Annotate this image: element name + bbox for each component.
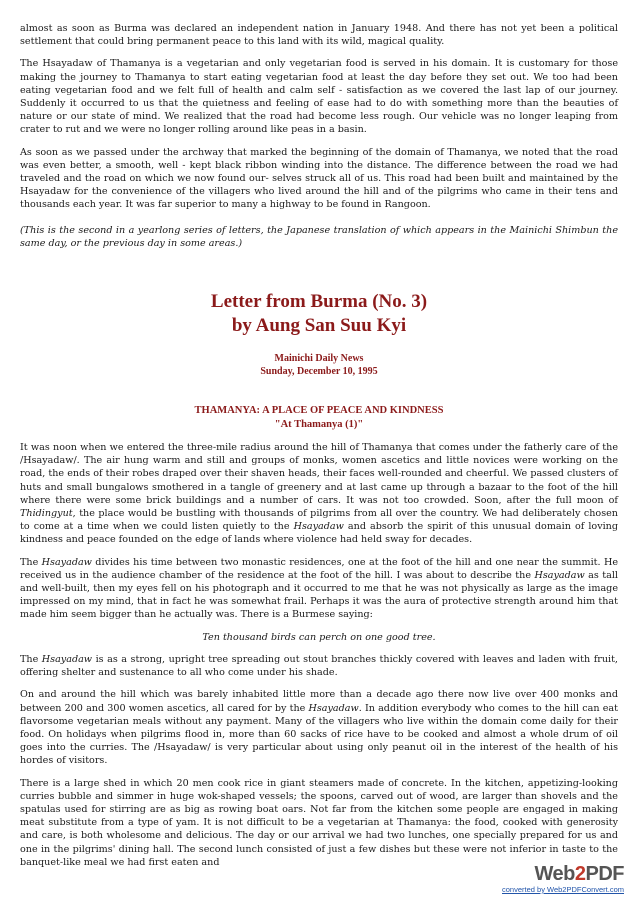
body-paragraph-1: It was noon when we entered the three-mile radius around the hill of Thamanya that comes under the fatherly care of the /Hsayadaw/. The air hung warm and still and groups of monks, women ascetics and little novices were working on the road, the ends of their robes draped over their shaven heads, their faces well-rounded and cheerful. We passed clusters of huts and small bungalows smothered in a tangle of greenery and at last came up through a bazaar to the foot of the hill where there were some brick buildings and a number of cars. It was not too crowded. Soon, after the full moon of Thidingyut, the place would be bustling with thousands of pilgrims from all over the country. We had deliberately chosen to come at a time when we could listen quietly to the Hsayadaw and absorb the spirit of this unusual domain of loving kindness and peace founded on the edge of lands where violence had held sway for decades. (20, 442, 619, 546)
intro-paragraph-3: As soon as we passed under the archway that marked the beginning of the domain of Thamanya, we noted that the road was even better, a smooth, well - kept black ribbon winding into the distance. The difference between the road we had traveled and the road on which we now found our- selves struck all of us. This road had been built and maintained by the Hsayadaw for the convenience of the villagers who lived around the hill and of the pilgrims who came in their tens and thousands each year. It was far superior to many a highway to be found in Rangoon. (20, 146, 618, 211)
intro-paragraph-2: The Hsayadaw of Thamanya is a vegetarian and only vegetarian food is served in his domain. It is customary for those making the journey to Thamanya to start eating vegetarian food at least the day before they set out. We too had been eating vegetarian food and we felt full of health and calm self - satisfaction as we covered the last lap of our journey. Suddenly it occurred to us that the quietness and feeling of ease had to do with something more than the beauties of nature or our state of mind. We realized that the road had become less rough. Our vehicle was no longer leaping from crater to rut and we were no longer rolling around like peas in a basin. (20, 58, 618, 136)
body-paragraph-2: The Hsayadaw divides his time between two monastic residences, one at the foot of the hill and one near the summit. He received us in the audience chamber of the residence at the foot of the hill. I was about to describe the Hsayadaw as tall and well-built, then my eyes fell on his photograph and it occurred to me that he was not physically as large as the image impressed on my mind, that in fact he was somewhat frail. Perhaps it was the aura of protective strength around him that made him seem bigger than he actually was. There is a Burmese saying: (20, 556, 618, 621)
section-subheading: "At Thamanya (1)" (274, 418, 364, 430)
body-paragraph-3: The Hsayadaw is as a strong, upright tree spreading out stout branches thickly covered with leaves and laden with fruit, offering shelter and sustenance to all who come under his shade. (20, 653, 618, 679)
article-byline: by Aung San Suu Kyi (231, 315, 407, 337)
series-note: (This is the second in a yearlong series of letters, the Japanese translation of which appears in the Mainichi Shimbun the same day, or the previous day in some areas.) (20, 224, 618, 249)
burmese-proverb: Ten thousand birds can perch on one good tree. (202, 631, 436, 643)
section-heading-block (20, 404, 618, 431)
body-paragraph-5: There is a large shed in which 20 men cook rice in giant steamers made of concrete. In the kitchen, appetizing-looking curries bubble and simmer in huge wok-shaped vessels; the spoons, carved out of wood, are larger than shovels and the spatulas used for stirring are as big as rowing boat oars. Not far from the kitchen some people are engaged in making meat substitute from a type of yam. It is not difficult to be a vegetarian at Thamanya: the food, cooked with generosity and care, is both wholesome and delicious. The day or our arrival we had two lunches, one specially prepared for us and one in the pilgrims' dining hall. The second lunch consisted of just a few dishes but these were not inferior in taste to the banquet-like meal we had first eaten and (20, 777, 618, 868)
section-heading: THAMANYA: A PLACE OF PEACE AND KINDNESS (194, 405, 444, 417)
web2pdf-badge[interactable] (474, 863, 624, 897)
body-paragraph-4: On and around the hill which was barely inhabited little more than a decade ago there now live over 400 monks and between 200 and 300 women ascetics, all cared for by the Hsayadaw. In addition everybody who comes to the hill can eat flavorsome vegetarian meals without any payment. Many of the villagers who live within the domain come daily for their food. On holidays when pilgrims flood in, more than 60 sacks of rice have to be cooked and almost a whole drum of oil goes into the curries. The /Hsayadaw/ is very particular about using only peanut oil in the interest of the health of his hordes of visitors. (20, 689, 618, 767)
article-header (20, 290, 618, 378)
document-page (20, 22, 618, 878)
publication-name: Mainichi Daily News (274, 353, 364, 365)
intro-paragraph-1: almost as soon as Burma was declared an independent nation in January 1948. And there has not yet been a political settlement that could bring permanent peace to this land with its wild, magical quality. (20, 23, 618, 48)
web2pdf-logo: Web2PDF (534, 863, 624, 885)
web2pdf-link[interactable]: converted by Web2PDFConvert.com (502, 885, 624, 894)
article-title: Letter from Burma (No. 3) (210, 291, 428, 313)
publication-date: Sunday, December 10, 1995 (260, 366, 378, 378)
